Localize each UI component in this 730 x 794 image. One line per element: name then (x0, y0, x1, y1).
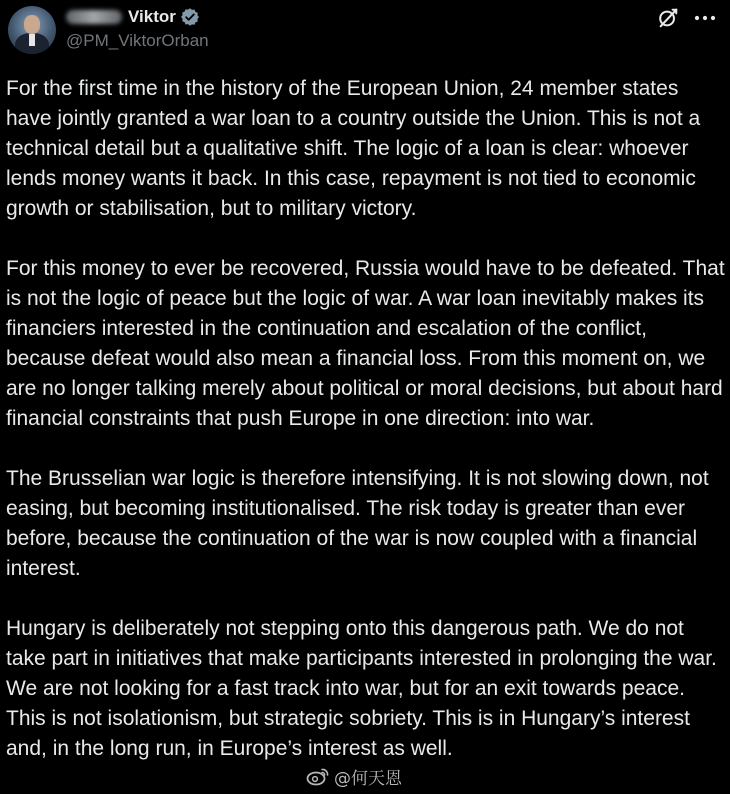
avatar-collar (29, 34, 35, 46)
tweet-header (0, 0, 730, 62)
tweet-text (6, 74, 726, 794)
tweet-paragraph-3: The Brusselian war logic is therefore intensifying. It is not slowing down, not easing, but becoming institutionalised. The risk today is greater than ever before, because the continuation of the war is now coupled with a financial interest. (6, 467, 709, 580)
tweet-paragraph-1: For the first time in the history of the European Union, 24 member states have jointly granted a war loan to a country outside the Union. This is not a technical detail but a qualitative shift. The logic of a loan is clear: whoever lends money wants it back. In this case, repayment is not tied to economic growth or stabilisation, but to military victory. (6, 77, 701, 220)
grok-icon[interactable] (657, 7, 679, 29)
avatar[interactable] (8, 6, 56, 54)
watermark (306, 764, 402, 788)
author-display-name[interactable]: Viktor (128, 7, 176, 26)
verified-badge-icon (180, 7, 200, 27)
redacted-name-blur (66, 10, 122, 24)
tweet-paragraph-2: For this money to ever be recovered, Russia would have to be defeated. That is not the logic of peace but the logic of war. A war loan inevitably makes its financiers interested in the continuation and escalation of the conflict, because defeat would also mean a financial loss. From this moment on, we are no longer talking merely about political or moral decisions, but about hard financial constraints that push Europe in one direction: into war. (6, 257, 725, 430)
author-name-row[interactable] (66, 6, 200, 28)
more-options-icon[interactable] (693, 8, 717, 28)
author-handle[interactable]: @PM_ViktorOrban (66, 31, 209, 50)
tweet-paragraph-4: Hungary is deliberately not stepping onto this dangerous path. We do not take part in initiatives that make participants interested in prolonging the war. We are not looking for a fast track into war, but for an exit towards peace. This is not isolationism, but strategic sobriety. This is in Hungary’s interest and, in the long run, in Europe’s interest as well. (6, 617, 717, 760)
weibo-logo-icon (306, 766, 330, 786)
watermark-text: @何天恩 (334, 768, 402, 789)
avatar-head (24, 15, 40, 34)
